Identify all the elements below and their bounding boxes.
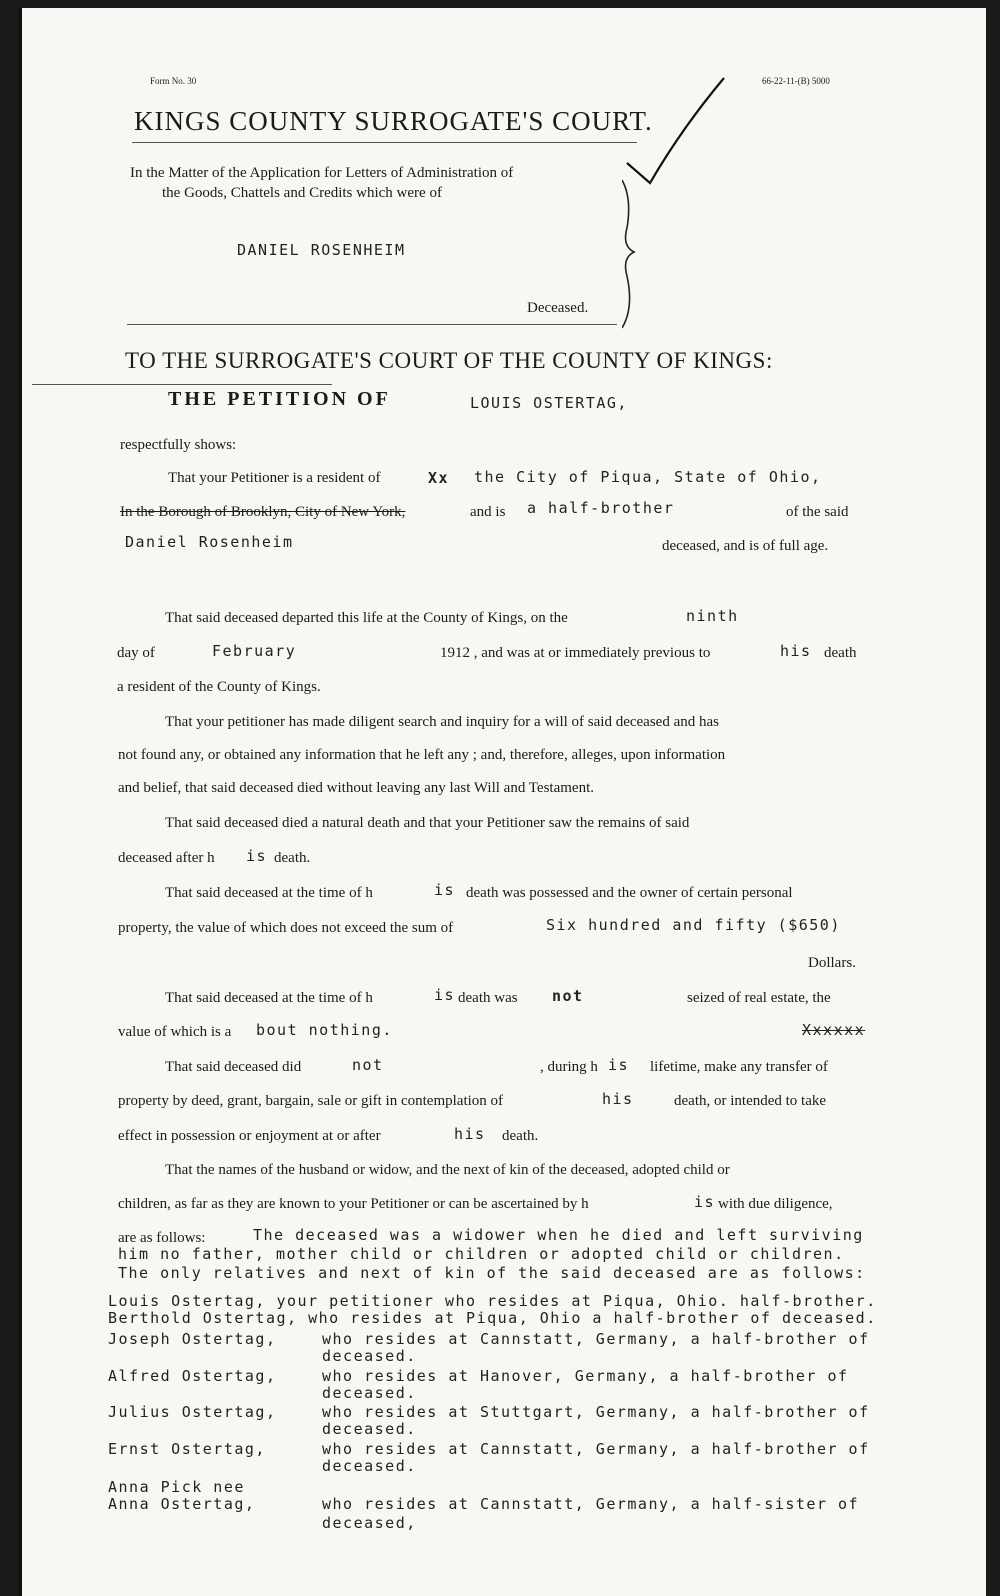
- kin-cont: deceased,: [322, 1514, 417, 1532]
- natural-line-2a: deceased after h: [118, 850, 215, 866]
- dollars-label: Dollars.: [808, 955, 856, 971]
- to-surrogate-heading: TO THE SURROGATE'S COURT OF THE COUNTY OF KINGS:: [125, 348, 773, 373]
- property-line-1a: That said deceased at the time of h: [165, 885, 373, 901]
- kin-cont: deceased.: [322, 1347, 417, 1365]
- transfer-line-3a: effect in possession or enjoyment at or after: [118, 1128, 381, 1144]
- search-line-3: and belief, that said deceased died without leaving any last Will and Testament.: [118, 780, 594, 796]
- search-line-2: not found any, or obtained any information that he left any ; and, therefore, alleges, upon information: [118, 747, 726, 763]
- day-of: day of: [117, 645, 155, 661]
- kin-name: Anna Ostertag,: [108, 1495, 256, 1513]
- decedent-name: DANIEL ROSENHEIM: [237, 241, 406, 259]
- kin-entry-full: Louis Ostertag, your petitioner who resides at Piqua, Ohio. half-brother.: [108, 1292, 877, 1310]
- transfer-is: is: [608, 1056, 630, 1074]
- kin-typed-1: The deceased was a widower when he died and left surviving: [253, 1226, 864, 1244]
- transfer-line-1c: lifetime, make any transfer of: [650, 1059, 828, 1075]
- kin-name: Alfred Ostertag,: [108, 1367, 277, 1385]
- transfer-not: not: [352, 1056, 384, 1074]
- natural-line-2b: death.: [274, 850, 311, 866]
- year-text: 1912 , and was at or immediately previous to: [440, 645, 711, 661]
- form-code: 66-22-11-(B) 5000: [762, 76, 830, 86]
- kin-residence: who resides at Cannstatt, Germany, a half-brother of: [322, 1330, 870, 1348]
- realestate-line-2a: value of which is a: [118, 1024, 232, 1040]
- kin-residence: who resides at Cannstatt, Germany, a half-brother of: [322, 1440, 870, 1458]
- kin-line-2b: with due diligence,: [718, 1196, 833, 1212]
- property-typed: is: [434, 881, 456, 899]
- relation-typed: a half-brother: [527, 499, 675, 517]
- his-typed: his: [780, 642, 812, 660]
- kin-cont: deceased.: [322, 1420, 417, 1438]
- kin-line-3: are as follows:: [118, 1230, 206, 1246]
- transfer-his-2: his: [454, 1125, 486, 1143]
- kin-residence: who resides at Stuttgart, Germany, a half-brother of: [322, 1403, 870, 1421]
- kin-line-1: That the names of the husband or widow, and the next of kin of the deceased, adopted child or: [165, 1162, 730, 1178]
- realestate-line-1b: death was: [458, 990, 518, 1006]
- respectfully-shows: respectfully shows:: [120, 437, 237, 453]
- kin-name: Anna Pick nee: [108, 1478, 245, 1496]
- struck-borough: In the Borough of Brooklyn, City of New York,: [120, 504, 406, 520]
- and-is: and is: [470, 504, 506, 520]
- kin-name: Julius Ostertag,: [108, 1403, 277, 1421]
- form-number: Form No. 30: [150, 76, 197, 86]
- realestate-not: not: [552, 987, 584, 1005]
- transfer-line-1a: That said deceased did: [165, 1059, 302, 1075]
- search-line-1: That your petitioner has made diligent search and inquiry for a will of said deceased and has: [165, 714, 719, 730]
- kin-typed-2: him no father, mother child or children or adopted child or children.: [118, 1245, 845, 1263]
- kin-name: Joseph Ostertag,: [108, 1330, 277, 1348]
- realestate-nothing: bout nothing.: [256, 1021, 393, 1039]
- property-line-2: property, the value of which does not exceed the sum of: [118, 920, 454, 936]
- death-lead: That said deceased departed this life at the County of Kings, on the: [165, 610, 568, 626]
- checkmark-and-brace: [622, 68, 732, 338]
- month-typed: February: [212, 642, 297, 660]
- fold-line: [32, 384, 332, 385]
- deceased-label: Deceased.: [527, 300, 589, 316]
- xout-overstrike: Xxxxxx: [802, 1021, 866, 1039]
- resident-city: the City of Piqua, State of Ohio,: [474, 468, 822, 486]
- kin-name: Ernst Ostertag,: [108, 1440, 266, 1458]
- day-typed: ninth: [686, 607, 739, 625]
- court-title: KINGS COUNTY SURROGATE'S COURT.: [134, 106, 653, 136]
- matter-line-1: In the Matter of the Application for Letters of Administration of: [130, 165, 514, 181]
- document-page: [18, 8, 986, 1596]
- realestate-line-1a: That said deceased at the time of h: [165, 990, 373, 1006]
- transfer-line-1b: , during h: [540, 1059, 598, 1075]
- title-rule: [132, 142, 637, 143]
- kin-residence: who resides at Hanover, Germany, a half-brother of: [322, 1367, 849, 1385]
- full-age: deceased, and is of full age.: [662, 538, 829, 554]
- kin-typed-3: The only relatives and next of kin of the said deceased are as follows:: [118, 1264, 866, 1282]
- realestate-typed: is: [434, 986, 456, 1004]
- property-line-1b: death was possessed and the owner of certain personal: [466, 885, 793, 901]
- kin-entry-full: Berthold Ostertag, who resides at Piqua, Ohio a half-brother of deceased.: [108, 1309, 877, 1327]
- kin-residence: who resides at Cannstatt, Germany, a half-sister of: [322, 1495, 860, 1513]
- matter-line-2: the Goods, Chattels and Credits which were of: [162, 185, 442, 201]
- natural-line-1: That said deceased died a natural death and that your Petitioner saw the remains of said: [165, 815, 690, 831]
- decedent-name-typed: Daniel Rosenheim: [125, 533, 294, 551]
- petition-of-heading: THE PETITION OF: [168, 388, 391, 410]
- natural-typed: is: [246, 847, 268, 865]
- kin-typed-is: is: [694, 1193, 716, 1211]
- transfer-line-3b: death.: [502, 1128, 539, 1144]
- kin-line-2a: children, as far as they are known to your Petitioner or can be ascertained by h: [118, 1196, 589, 1212]
- property-amount: Six hundred and fifty ($650): [546, 916, 841, 934]
- kin-cont: deceased.: [322, 1457, 417, 1475]
- of-the-said: of the said: [786, 504, 849, 520]
- resident-of-kings: a resident of the County of Kings.: [117, 679, 321, 695]
- kin-cont: deceased.: [322, 1384, 417, 1402]
- transfer-his: his: [602, 1090, 634, 1108]
- transfer-line-2a: property by deed, grant, bargain, sale or gift in contemplation of: [118, 1093, 504, 1109]
- resident-lead: That your Petitioner is a resident of: [168, 470, 381, 486]
- transfer-line-2b: death, or intended to take: [674, 1093, 827, 1109]
- petitioner-name: LOUIS OSTERTAG,: [470, 394, 628, 412]
- death-word: death: [824, 645, 857, 661]
- realestate-line-1c: seized of real estate, the: [687, 990, 831, 1006]
- typed-x-overstrike: Xx: [428, 469, 450, 487]
- caption-rule: [127, 324, 617, 325]
